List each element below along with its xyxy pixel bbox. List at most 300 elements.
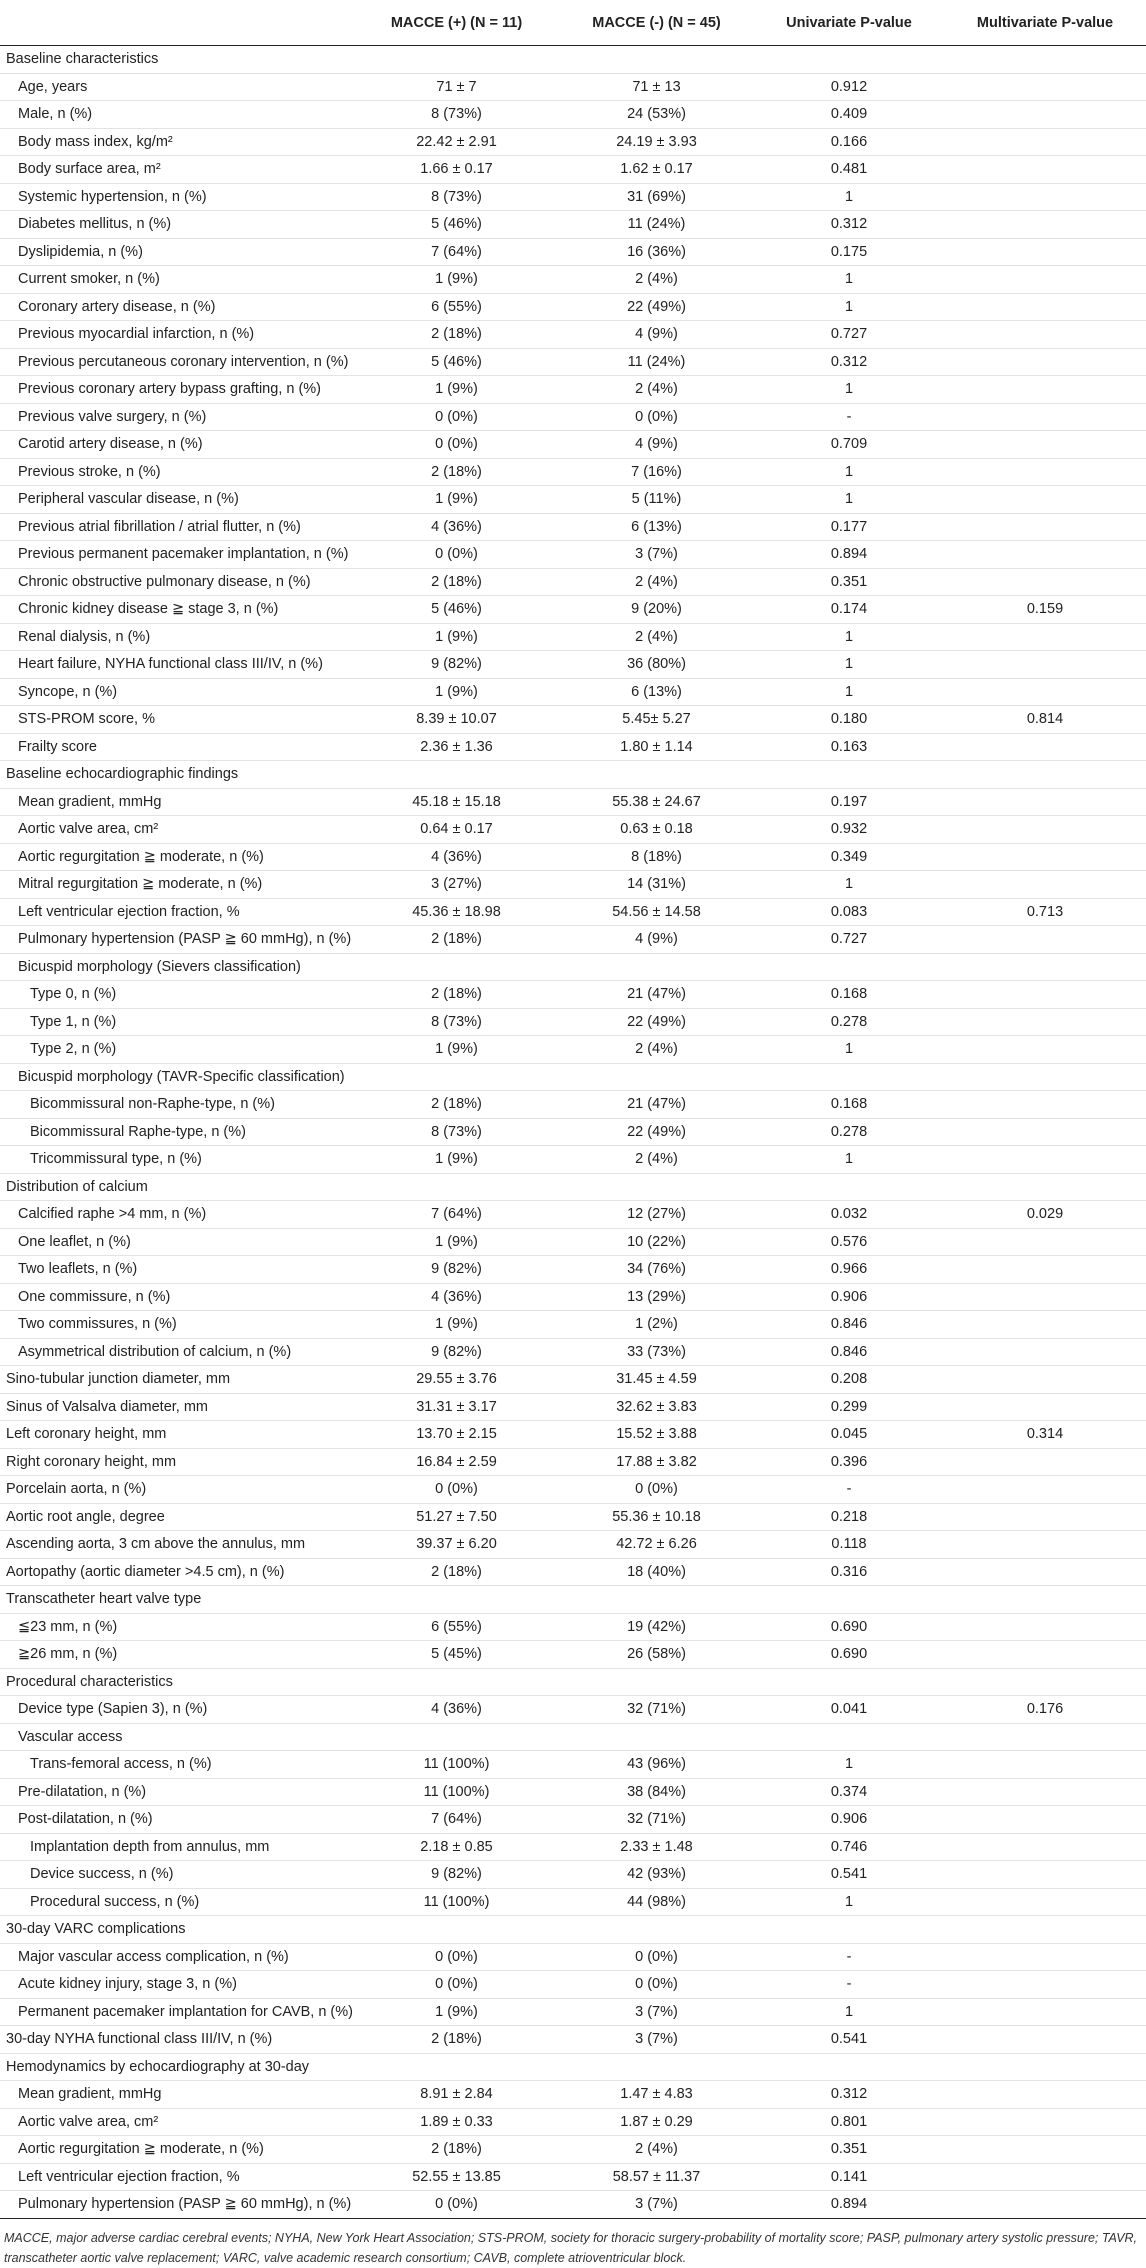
row-label: Pre-dilatation, n (%) <box>0 1778 354 1806</box>
univariate-p-cell: 0.180 <box>754 706 944 734</box>
univariate-p-cell: 0.278 <box>754 1008 944 1036</box>
header-row <box>0 0 1146 46</box>
row-label: Peripheral vascular disease, n (%) <box>0 486 354 514</box>
multivariate-p-cell <box>944 541 1146 569</box>
macce-positive-cell: 31.31 ± 3.17 <box>354 1393 559 1421</box>
row-label: Baseline echocardiographic findings <box>0 761 354 789</box>
multivariate-p-cell <box>944 843 1146 871</box>
table-row <box>0 651 1146 679</box>
univariate-p-cell: 0.177 <box>754 513 944 541</box>
univariate-p-cell: 0.932 <box>754 816 944 844</box>
univariate-p-cell: 0.351 <box>754 568 944 596</box>
table-row <box>0 981 1146 1009</box>
table-row <box>0 2136 1146 2164</box>
macce-positive-cell: 1 (9%) <box>354 486 559 514</box>
univariate-p-cell: - <box>754 1943 944 1971</box>
table-row <box>0 2163 1146 2191</box>
row-label: ≦23 mm, n (%) <box>0 1613 354 1641</box>
macce-negative-cell <box>559 761 754 789</box>
macce-positive-cell: 7 (64%) <box>354 1806 559 1834</box>
macce-negative-cell: 2 (4%) <box>559 376 754 404</box>
multivariate-p-cell <box>944 2081 1146 2109</box>
table-row <box>0 183 1146 211</box>
macce-negative-cell: 24.19 ± 3.93 <box>559 128 754 156</box>
multivariate-p-cell <box>944 761 1146 789</box>
table-row <box>0 2191 1146 2219</box>
macce-positive-cell: 8 (73%) <box>354 1008 559 1036</box>
multivariate-p-cell <box>944 1778 1146 1806</box>
row-label: Asymmetrical distribution of calcium, n (%) <box>0 1338 354 1366</box>
macce-positive-cell: 16.84 ± 2.59 <box>354 1448 559 1476</box>
row-label: 30-day VARC complications <box>0 1916 354 1944</box>
multivariate-p-cell <box>944 651 1146 679</box>
macce-negative-cell: 17.88 ± 3.82 <box>559 1448 754 1476</box>
multivariate-p-cell <box>944 128 1146 156</box>
row-label: Current smoker, n (%) <box>0 266 354 294</box>
multivariate-p-cell <box>944 1008 1146 1036</box>
multivariate-p-cell <box>944 1228 1146 1256</box>
macce-positive-cell: 1 (9%) <box>354 1036 559 1064</box>
macce-positive-cell: 2 (18%) <box>354 1558 559 1586</box>
macce-positive-cell: 11 (100%) <box>354 1778 559 1806</box>
univariate-p-cell: 0.894 <box>754 541 944 569</box>
row-label: Tricommissural type, n (%) <box>0 1146 354 1174</box>
multivariate-p-cell <box>944 266 1146 294</box>
macce-positive-cell: 8 (73%) <box>354 183 559 211</box>
macce-negative-cell: 16 (36%) <box>559 238 754 266</box>
macce-negative-cell: 32 (71%) <box>559 1806 754 1834</box>
univariate-p-cell: 1 <box>754 293 944 321</box>
macce-negative-cell <box>559 1586 754 1614</box>
table-row <box>0 1531 1146 1559</box>
multivariate-p-cell <box>944 926 1146 954</box>
row-label: Aortic regurgitation ≧ moderate, n (%) <box>0 843 354 871</box>
row-label: Left coronary height, mm <box>0 1421 354 1449</box>
univariate-p-cell: 0.208 <box>754 1366 944 1394</box>
univariate-p-cell: 0.163 <box>754 733 944 761</box>
macce-positive-cell <box>354 761 559 789</box>
table-row <box>0 2108 1146 2136</box>
macce-positive-cell: 9 (82%) <box>354 1861 559 1889</box>
macce-positive-cell <box>354 1723 559 1751</box>
row-label: Device success, n (%) <box>0 1861 354 1889</box>
macce-negative-cell: 2.33 ± 1.48 <box>559 1833 754 1861</box>
row-label: Aortic regurgitation ≧ moderate, n (%) <box>0 2136 354 2164</box>
macce-negative-cell: 43 (96%) <box>559 1751 754 1779</box>
table-row <box>0 376 1146 404</box>
table-row <box>0 2053 1146 2081</box>
row-label: Transcatheter heart valve type <box>0 1586 354 1614</box>
table-row <box>0 1861 1146 1889</box>
multivariate-p-cell <box>944 1613 1146 1641</box>
univariate-p-cell: 0.349 <box>754 843 944 871</box>
macce-negative-cell: 8 (18%) <box>559 843 754 871</box>
univariate-p-cell: 0.032 <box>754 1201 944 1229</box>
macce-positive-cell: 4 (36%) <box>354 513 559 541</box>
row-label: Male, n (%) <box>0 101 354 129</box>
univariate-p-cell: 0.690 <box>754 1641 944 1669</box>
row-label: Procedural characteristics <box>0 1668 354 1696</box>
macce-positive-cell <box>354 46 559 74</box>
row-label: Type 0, n (%) <box>0 981 354 1009</box>
table-row <box>0 1146 1146 1174</box>
multivariate-p-cell <box>944 1668 1146 1696</box>
row-label: Mean gradient, mmHg <box>0 788 354 816</box>
macce-negative-cell: 10 (22%) <box>559 1228 754 1256</box>
macce-negative-cell: 3 (7%) <box>559 1998 754 2026</box>
univariate-p-cell: 0.727 <box>754 926 944 954</box>
multivariate-p-cell <box>944 156 1146 184</box>
table-row <box>0 1311 1146 1339</box>
multivariate-p-cell <box>944 1393 1146 1421</box>
table-row <box>0 1228 1146 1256</box>
multivariate-p-cell: 0.314 <box>944 1421 1146 1449</box>
multivariate-p-cell <box>944 1173 1146 1201</box>
macce-negative-cell: 18 (40%) <box>559 1558 754 1586</box>
macce-positive-cell: 9 (82%) <box>354 651 559 679</box>
multivariate-p-cell <box>944 1861 1146 1889</box>
macce-negative-cell: 2 (4%) <box>559 266 754 294</box>
table-row <box>0 1036 1146 1064</box>
table-row <box>0 1586 1146 1614</box>
multivariate-p-cell: 0.713 <box>944 898 1146 926</box>
row-label: Vascular access <box>0 1723 354 1751</box>
multivariate-p-cell <box>944 2163 1146 2191</box>
header-univariate-p: Univariate P-value <box>754 0 944 46</box>
macce-positive-cell: 29.55 ± 3.76 <box>354 1366 559 1394</box>
table-header <box>0 0 1146 46</box>
multivariate-p-cell <box>944 1503 1146 1531</box>
univariate-p-cell: 0.218 <box>754 1503 944 1531</box>
multivariate-p-cell <box>944 403 1146 431</box>
multivariate-p-cell <box>944 1091 1146 1119</box>
table-row <box>0 1696 1146 1724</box>
univariate-p-cell: 0.141 <box>754 2163 944 2191</box>
table-row <box>0 1366 1146 1394</box>
univariate-p-cell: 1 <box>754 1036 944 1064</box>
univariate-p-cell: 0.709 <box>754 431 944 459</box>
macce-positive-cell: 2 (18%) <box>354 2026 559 2054</box>
univariate-p-cell: 0.906 <box>754 1806 944 1834</box>
macce-positive-cell: 4 (36%) <box>354 843 559 871</box>
multivariate-p-cell <box>944 1971 1146 1999</box>
multivariate-p-cell <box>944 1531 1146 1559</box>
row-label: Major vascular access complication, n (%) <box>0 1943 354 1971</box>
macce-negative-cell: 31 (69%) <box>559 183 754 211</box>
univariate-p-cell: 0.174 <box>754 596 944 624</box>
multivariate-p-cell <box>944 1256 1146 1284</box>
row-label: Mitral regurgitation ≧ moderate, n (%) <box>0 871 354 899</box>
row-label: Chronic kidney disease ≧ stage 3, n (%) <box>0 596 354 624</box>
row-label: Previous atrial fibrillation / atrial flutter, n (%) <box>0 513 354 541</box>
multivariate-p-cell <box>944 733 1146 761</box>
macce-negative-cell: 34 (76%) <box>559 1256 754 1284</box>
macce-negative-cell: 33 (73%) <box>559 1338 754 1366</box>
univariate-p-cell: 1 <box>754 678 944 706</box>
table-row <box>0 1063 1146 1091</box>
univariate-p-cell <box>754 1916 944 1944</box>
table-row <box>0 321 1146 349</box>
univariate-p-cell: - <box>754 1971 944 1999</box>
multivariate-p-cell <box>944 1586 1146 1614</box>
multivariate-p-cell: 0.159 <box>944 596 1146 624</box>
macce-positive-cell: 0 (0%) <box>354 1476 559 1504</box>
macce-positive-cell: 13.70 ± 2.15 <box>354 1421 559 1449</box>
macce-positive-cell: 9 (82%) <box>354 1256 559 1284</box>
macce-positive-cell: 7 (64%) <box>354 238 559 266</box>
multivariate-p-cell <box>944 486 1146 514</box>
macce-positive-cell: 2 (18%) <box>354 568 559 596</box>
macce-positive-cell: 52.55 ± 13.85 <box>354 2163 559 2191</box>
macce-negative-cell: 36 (80%) <box>559 651 754 679</box>
multivariate-p-cell <box>944 788 1146 816</box>
multivariate-p-cell <box>944 1366 1146 1394</box>
multivariate-p-cell <box>944 2026 1146 2054</box>
univariate-p-cell: 1 <box>754 486 944 514</box>
table-row <box>0 733 1146 761</box>
univariate-p-cell: 1 <box>754 266 944 294</box>
row-label: Frailty score <box>0 733 354 761</box>
row-label: Body mass index, kg/m² <box>0 128 354 156</box>
macce-negative-cell: 2 (4%) <box>559 2136 754 2164</box>
macce-negative-cell <box>559 2053 754 2081</box>
multivariate-p-cell <box>944 431 1146 459</box>
row-label: Permanent pacemaker implantation for CAVB, n (%) <box>0 1998 354 2026</box>
multivariate-p-cell <box>944 981 1146 1009</box>
multivariate-p-cell <box>944 1063 1146 1091</box>
macce-negative-cell: 1.47 ± 4.83 <box>559 2081 754 2109</box>
macce-negative-cell: 0 (0%) <box>559 1476 754 1504</box>
table-row <box>0 238 1146 266</box>
row-label: Mean gradient, mmHg <box>0 2081 354 2109</box>
univariate-p-cell: 0.312 <box>754 211 944 239</box>
macce-positive-cell <box>354 2053 559 2081</box>
multivariate-p-cell <box>944 2191 1146 2219</box>
macce-negative-cell: 4 (9%) <box>559 926 754 954</box>
table-row <box>0 1256 1146 1284</box>
table-row <box>0 706 1146 734</box>
univariate-p-cell: 1 <box>754 1888 944 1916</box>
univariate-p-cell <box>754 1586 944 1614</box>
univariate-p-cell: 0.746 <box>754 1833 944 1861</box>
row-label: Aortic valve area, cm² <box>0 2108 354 2136</box>
table-row <box>0 1998 1146 2026</box>
row-label: Previous percutaneous coronary intervention, n (%) <box>0 348 354 376</box>
macce-negative-cell: 9 (20%) <box>559 596 754 624</box>
macce-negative-cell: 55.38 ± 24.67 <box>559 788 754 816</box>
univariate-p-cell <box>754 1723 944 1751</box>
table-row <box>0 458 1146 486</box>
macce-negative-cell <box>559 1916 754 1944</box>
univariate-p-cell <box>754 761 944 789</box>
univariate-p-cell: 0.175 <box>754 238 944 266</box>
table-row <box>0 431 1146 459</box>
macce-positive-cell: 1 (9%) <box>354 623 559 651</box>
table-row <box>0 403 1146 431</box>
multivariate-p-cell <box>944 1641 1146 1669</box>
row-label: Two commissures, n (%) <box>0 1311 354 1339</box>
table-row <box>0 46 1146 74</box>
macce-positive-cell: 0 (0%) <box>354 1943 559 1971</box>
macce-negative-cell <box>559 1668 754 1696</box>
table-row <box>0 73 1146 101</box>
macce-positive-cell <box>354 1916 559 1944</box>
macce-negative-cell: 3 (7%) <box>559 2191 754 2219</box>
macce-positive-cell: 0 (0%) <box>354 1971 559 1999</box>
macce-negative-cell: 55.36 ± 10.18 <box>559 1503 754 1531</box>
table-row <box>0 1008 1146 1036</box>
table-row <box>0 1283 1146 1311</box>
table-row <box>0 761 1146 789</box>
multivariate-p-cell <box>944 1448 1146 1476</box>
multivariate-p-cell <box>944 1476 1146 1504</box>
row-label: Chronic obstructive pulmonary disease, n (%) <box>0 568 354 596</box>
macce-positive-cell: 9 (82%) <box>354 1338 559 1366</box>
table-row <box>0 1888 1146 1916</box>
univariate-p-cell <box>754 953 944 981</box>
row-label: Bicommissural Raphe-type, n (%) <box>0 1118 354 1146</box>
row-label: Bicuspid morphology (TAVR-Specific classification) <box>0 1063 354 1091</box>
multivariate-p-cell <box>944 238 1146 266</box>
macce-negative-cell: 3 (7%) <box>559 2026 754 2054</box>
macce-positive-cell: 2 (18%) <box>354 2136 559 2164</box>
row-label: Pulmonary hypertension (PASP ≧ 60 mmHg), n (%) <box>0 926 354 954</box>
univariate-p-cell: 0.351 <box>754 2136 944 2164</box>
header-multivariate-p: Multivariate P-value <box>944 0 1146 46</box>
univariate-p-cell <box>754 2053 944 2081</box>
row-label: Renal dialysis, n (%) <box>0 623 354 651</box>
row-label: Hemodynamics by echocardiography at 30-day <box>0 2053 354 2081</box>
table-row <box>0 1118 1146 1146</box>
univariate-p-cell: 0.912 <box>754 73 944 101</box>
macce-positive-cell <box>354 953 559 981</box>
table-row <box>0 1668 1146 1696</box>
macce-positive-cell: 0 (0%) <box>354 2191 559 2219</box>
univariate-p-cell: 0.168 <box>754 1091 944 1119</box>
univariate-p-cell: 0.396 <box>754 1448 944 1476</box>
univariate-p-cell <box>754 1173 944 1201</box>
macce-positive-cell: 5 (45%) <box>354 1641 559 1669</box>
macce-negative-cell: 3 (7%) <box>559 541 754 569</box>
macce-negative-cell: 5.45± 5.27 <box>559 706 754 734</box>
univariate-p-cell: 0.801 <box>754 2108 944 2136</box>
row-label: Heart failure, NYHA functional class III/IV, n (%) <box>0 651 354 679</box>
macce-negative-cell: 2 (4%) <box>559 623 754 651</box>
macce-positive-cell: 45.36 ± 18.98 <box>354 898 559 926</box>
univariate-p-cell: 0.894 <box>754 2191 944 2219</box>
multivariate-p-cell <box>944 623 1146 651</box>
macce-positive-cell: 1 (9%) <box>354 376 559 404</box>
univariate-p-cell: 0.576 <box>754 1228 944 1256</box>
row-label: Device type (Sapien 3), n (%) <box>0 1696 354 1724</box>
row-label: Sinus of Valsalva diameter, mm <box>0 1393 354 1421</box>
table-row <box>0 568 1146 596</box>
table-row <box>0 1833 1146 1861</box>
macce-positive-cell: 3 (27%) <box>354 871 559 899</box>
univariate-p-cell: 0.966 <box>754 1256 944 1284</box>
univariate-p-cell: 0.278 <box>754 1118 944 1146</box>
macce-negative-cell: 0 (0%) <box>559 1943 754 1971</box>
multivariate-p-cell <box>944 1888 1146 1916</box>
row-label: Aortic root angle, degree <box>0 1503 354 1531</box>
univariate-p-cell: 1 <box>754 871 944 899</box>
univariate-p-cell: 0.118 <box>754 1531 944 1559</box>
univariate-p-cell: - <box>754 403 944 431</box>
row-label: Previous stroke, n (%) <box>0 458 354 486</box>
macce-negative-cell: 7 (16%) <box>559 458 754 486</box>
table-row <box>0 788 1146 816</box>
macce-positive-cell: 8.91 ± 2.84 <box>354 2081 559 2109</box>
row-label: Carotid artery disease, n (%) <box>0 431 354 459</box>
macce-positive-cell: 2 (18%) <box>354 926 559 954</box>
univariate-p-cell: 1 <box>754 458 944 486</box>
macce-positive-cell <box>354 1586 559 1614</box>
macce-negative-cell: 15.52 ± 3.88 <box>559 1421 754 1449</box>
macce-negative-cell: 42 (93%) <box>559 1861 754 1889</box>
row-label: Diabetes mellitus, n (%) <box>0 211 354 239</box>
table-row <box>0 871 1146 899</box>
row-label: Baseline characteristics <box>0 46 354 74</box>
macce-negative-cell: 12 (27%) <box>559 1201 754 1229</box>
multivariate-p-cell <box>944 1311 1146 1339</box>
macce-positive-cell: 0 (0%) <box>354 431 559 459</box>
row-label: Bicuspid morphology (Sievers classification) <box>0 953 354 981</box>
univariate-p-cell: 0.374 <box>754 1778 944 1806</box>
multivariate-p-cell <box>944 1558 1146 1586</box>
macce-positive-cell: 2 (18%) <box>354 1091 559 1119</box>
macce-positive-cell <box>354 1668 559 1696</box>
row-label: Dyslipidemia, n (%) <box>0 238 354 266</box>
multivariate-p-cell <box>944 348 1146 376</box>
macce-positive-cell: 71 ± 7 <box>354 73 559 101</box>
multivariate-p-cell <box>944 1916 1146 1944</box>
macce-positive-cell: 8 (73%) <box>354 1118 559 1146</box>
row-label: Post-dilatation, n (%) <box>0 1806 354 1834</box>
table-row <box>0 1806 1146 1834</box>
macce-positive-cell: 0.64 ± 0.17 <box>354 816 559 844</box>
univariate-p-cell: 0.541 <box>754 2026 944 2054</box>
table-row <box>0 843 1146 871</box>
macce-positive-cell: 11 (100%) <box>354 1888 559 1916</box>
macce-negative-cell: 1.80 ± 1.14 <box>559 733 754 761</box>
table-row <box>0 128 1146 156</box>
table-row <box>0 1201 1146 1229</box>
multivariate-p-cell <box>944 953 1146 981</box>
macce-positive-cell: 45.18 ± 15.18 <box>354 788 559 816</box>
header-macce-positive: MACCE (+) (N = 11) <box>354 0 559 46</box>
multivariate-p-cell <box>944 1118 1146 1146</box>
row-label: Calcified raphe >4 mm, n (%) <box>0 1201 354 1229</box>
row-label: Two leaflets, n (%) <box>0 1256 354 1284</box>
univariate-p-cell: 0.481 <box>754 156 944 184</box>
macce-negative-cell: 1.87 ± 0.29 <box>559 2108 754 2136</box>
row-label: Porcelain aorta, n (%) <box>0 1476 354 1504</box>
univariate-p-cell: 1 <box>754 1998 944 2026</box>
table-row <box>0 1916 1146 1944</box>
macce-negative-cell: 0.63 ± 0.18 <box>559 816 754 844</box>
macce-negative-cell: 5 (11%) <box>559 486 754 514</box>
multivariate-p-cell: 0.814 <box>944 706 1146 734</box>
macce-negative-cell: 22 (49%) <box>559 1118 754 1146</box>
row-label: Trans-femoral access, n (%) <box>0 1751 354 1779</box>
macce-negative-cell: 58.57 ± 11.37 <box>559 2163 754 2191</box>
multivariate-p-cell <box>944 678 1146 706</box>
multivariate-p-cell <box>944 816 1146 844</box>
univariate-p-cell: 0.168 <box>754 981 944 1009</box>
row-label: Left ventricular ejection fraction, % <box>0 2163 354 2191</box>
table-footnote: MACCE, major adverse cardiac cerebral events; NYHA, New York Heart Association; STS-PROM, society for thoracic surgery-probability of mortality score; PASP, pulmonary artery systolic pressure; TAVR, transcatheter aortic valve replacement; VARC, valve academic research consortium; CAVB, complete atrioventricular block. <box>4 2230 1138 2265</box>
row-label: Distribution of calcium <box>0 1173 354 1201</box>
